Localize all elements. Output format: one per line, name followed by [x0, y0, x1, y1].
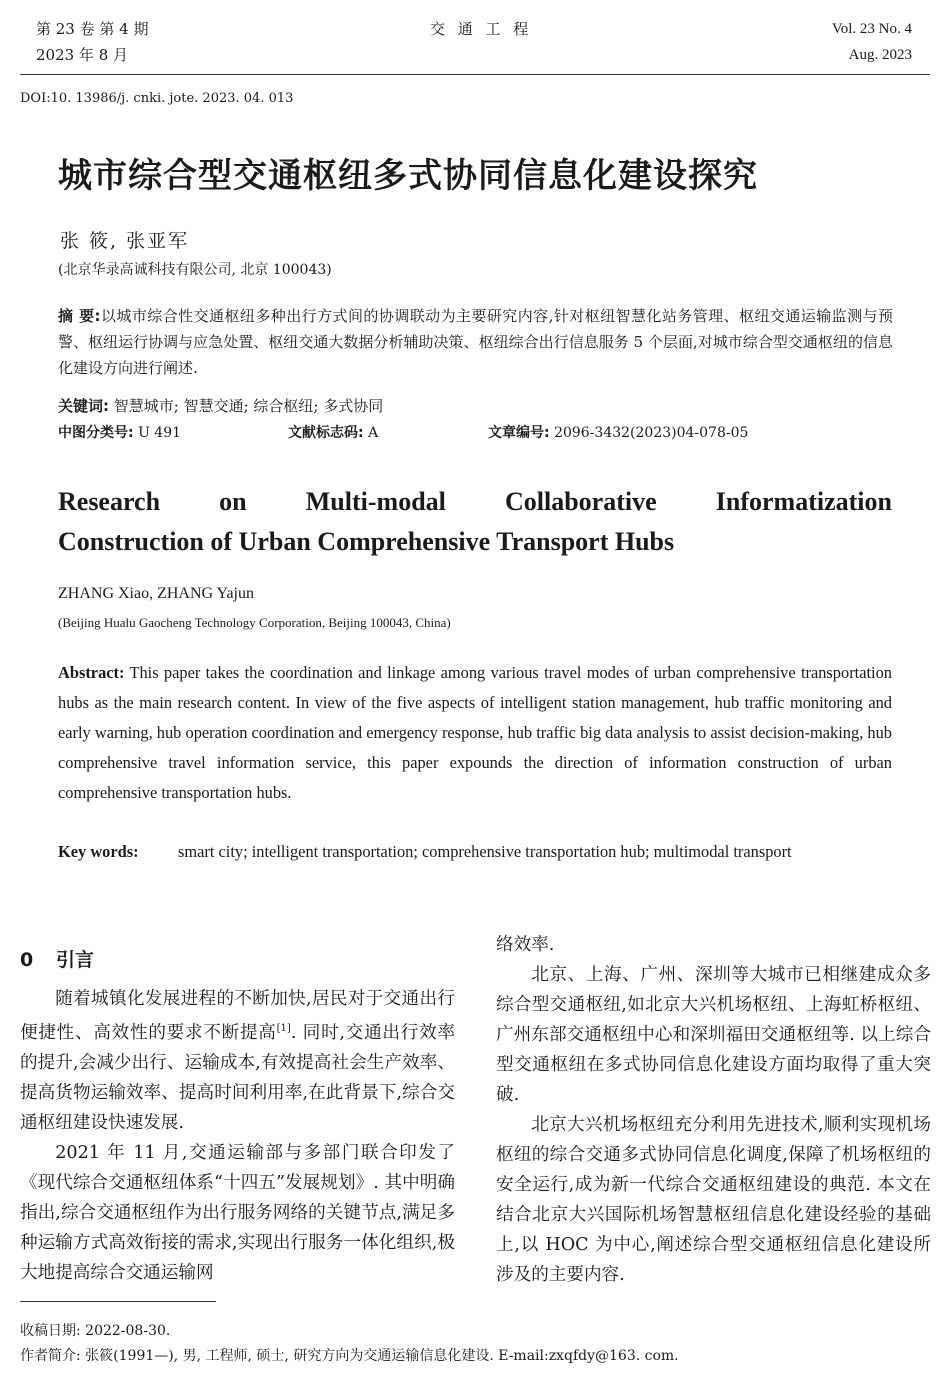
footnote-received: 收稿日期: 2022-08-30. — [20, 1323, 171, 1339]
body-paragraph: 2021 年 11 月,交通运输部与多部门联合印发了《现代综合交通枢纽体系“十四五”发展规划》. 其中明确指出,综合交通枢纽作为出行服务网络的关键节点,满足多种运输方式高效衔接的需求,实现出行服务一体化组织,极大地提高综合交通运输网 — [20, 1142, 455, 1283]
header-rule — [20, 74, 930, 75]
title-en-line2: Construction of Urban Comprehensive Transport Hubs — [58, 527, 675, 556]
doi: DOI:10. 13986/j. cnki. jote. 2023. 04. 013 — [20, 91, 294, 106]
header-journal-name: 交 通 工 程 — [430, 20, 533, 38]
section-number: 0 — [20, 949, 34, 971]
keywords-en-label: Key words: — [58, 842, 139, 861]
body-text: 随着城镇化发展进程的不断加快,居民对于交通出行便捷性、高效性的要求不断提高 — [20, 989, 455, 1043]
section-heading — [20, 945, 455, 972]
header-date-en: Aug. 2023 — [848, 47, 912, 63]
keywords-cn-text: 智慧城市; 智慧交通; 综合枢纽; 多式协同 — [113, 397, 384, 415]
abstract-cn-label: 摘 要: — [58, 307, 101, 325]
abstract-en-label: Abstract: — [58, 663, 125, 682]
body-paragraph — [20, 984, 455, 1138]
article-no-field — [488, 422, 748, 442]
body-paragraph: 北京大兴机场枢纽充分利用先进技术,顺利实现机场枢纽的综合交通多式协同信息化调度,保障了机场枢纽的安全运行,成为新一代综合交通枢纽建设的典范. 本文在结合北京大兴国际机场智慧枢纽信息化建设经验的基础上,以 HOC 为中心,阐述综合型交通枢纽信息化建设所涉及的主要内容. — [496, 1115, 931, 1285]
keywords-en-text: smart city; intelligent transportation; comprehensive transportation hub; multimodal transport — [178, 842, 792, 861]
title-en-word: Collaborative — [505, 487, 657, 516]
clc-label: 中图分类号: — [58, 425, 134, 441]
title-en-word: Multi-modal — [305, 487, 446, 516]
abstract-en-text: This paper takes the coordination and linkage among various travel modes of urban comprehensive transportation hubs as the main research content. In view of the five aspects of intelligent station management, hub traffic monitoring and early warning, hub operation coordination and emergency response, hub traffic big data analysis to assist decision-making, hub comprehensive travel information service, this paper expounds the direction of information construction of urban comprehensive transportation hubs. — [58, 663, 892, 802]
abstract-cn — [58, 303, 893, 381]
keywords-cn-label: 关键词: — [58, 397, 109, 415]
body-paragraph: 络效率. — [496, 935, 555, 955]
abstract-cn-text: 以城市综合性交通枢纽多种出行方式间的协调联动为主要研究内容,针对枢纽智慧化站务管理、枢纽交通运输监测与预警、枢纽运行协调与应急处置、枢纽交通大数据分析辅助决策、枢纽综合出行信息服务 5 个层面,对城市综合型交通枢纽的信息化建设方向进行阐述. — [58, 307, 893, 377]
title-en — [58, 482, 892, 562]
header-date-cn: 2023 年 8 月 — [36, 46, 129, 64]
body-text: . 同时,交通出行效率的提升,会减少出行、运输成本,有效提高社会生产效率、提高货物运输效率、提高时间利用率,在此背景下,综合交通枢纽建设快速发展. — [20, 1022, 455, 1133]
header-volume-en: Vol. 23 No. 4 — [831, 21, 912, 37]
section-title: 引言 — [56, 949, 95, 971]
title-en-word: Research — [58, 487, 161, 516]
body-paragraph: 北京、上海、广州、深圳等大城市已相继建成众多综合型交通枢纽,如北京大兴机场枢纽、上海虹桥枢纽、广州东部交通枢纽中心和深圳福田交通枢纽等. 以上综合型交通枢纽在多式协同信息化建设方面均取得了重大突破. — [496, 965, 931, 1105]
article-no-label: 文章编号: — [488, 425, 550, 441]
keywords-en — [58, 837, 892, 867]
doc-code-label: 文献标志码: — [288, 425, 364, 441]
article-no-value: 2096-3432(2023)04-078-05 — [554, 425, 749, 441]
title-en-word: on — [219, 487, 247, 516]
title-en-word: Informatization — [715, 487, 892, 516]
authors-en: ZHANG Xiao, ZHANG Yajun — [58, 585, 254, 602]
body-right-column — [496, 930, 931, 1290]
keywords-cn — [58, 395, 383, 416]
doc-code-value: A — [368, 425, 379, 441]
title-en-line1 — [58, 482, 892, 522]
footnote-author-bio: 作者简介: 张筱(1991—), 男, 工程师, 硕士, 研究方向为交通运输信息化建设. E-mail:zxqfdy@163. com. — [20, 1348, 679, 1364]
clc-value: U 491 — [138, 425, 182, 441]
affiliation-cn: (北京华录高诚科技有限公司, 北京 100043) — [58, 262, 332, 278]
affiliation-en: (Beijing Hualu Gaocheng Technology Corporation, Beijing 100043, China) — [58, 615, 451, 630]
footnote-rule — [20, 1301, 216, 1302]
citation-ref[interactable]: [1] — [276, 1023, 291, 1034]
title-cn: 城市综合型交通枢纽多式协同信息化建设探究 — [58, 156, 758, 196]
abstract-en — [58, 658, 892, 808]
clc-field — [58, 422, 181, 442]
body-left-column — [20, 945, 455, 1288]
doc-code-field — [288, 422, 378, 442]
authors-cn: 张 筱, 张亚军 — [60, 230, 190, 252]
header-volume-issue: 第 23 卷 第 4 期 — [36, 20, 149, 38]
